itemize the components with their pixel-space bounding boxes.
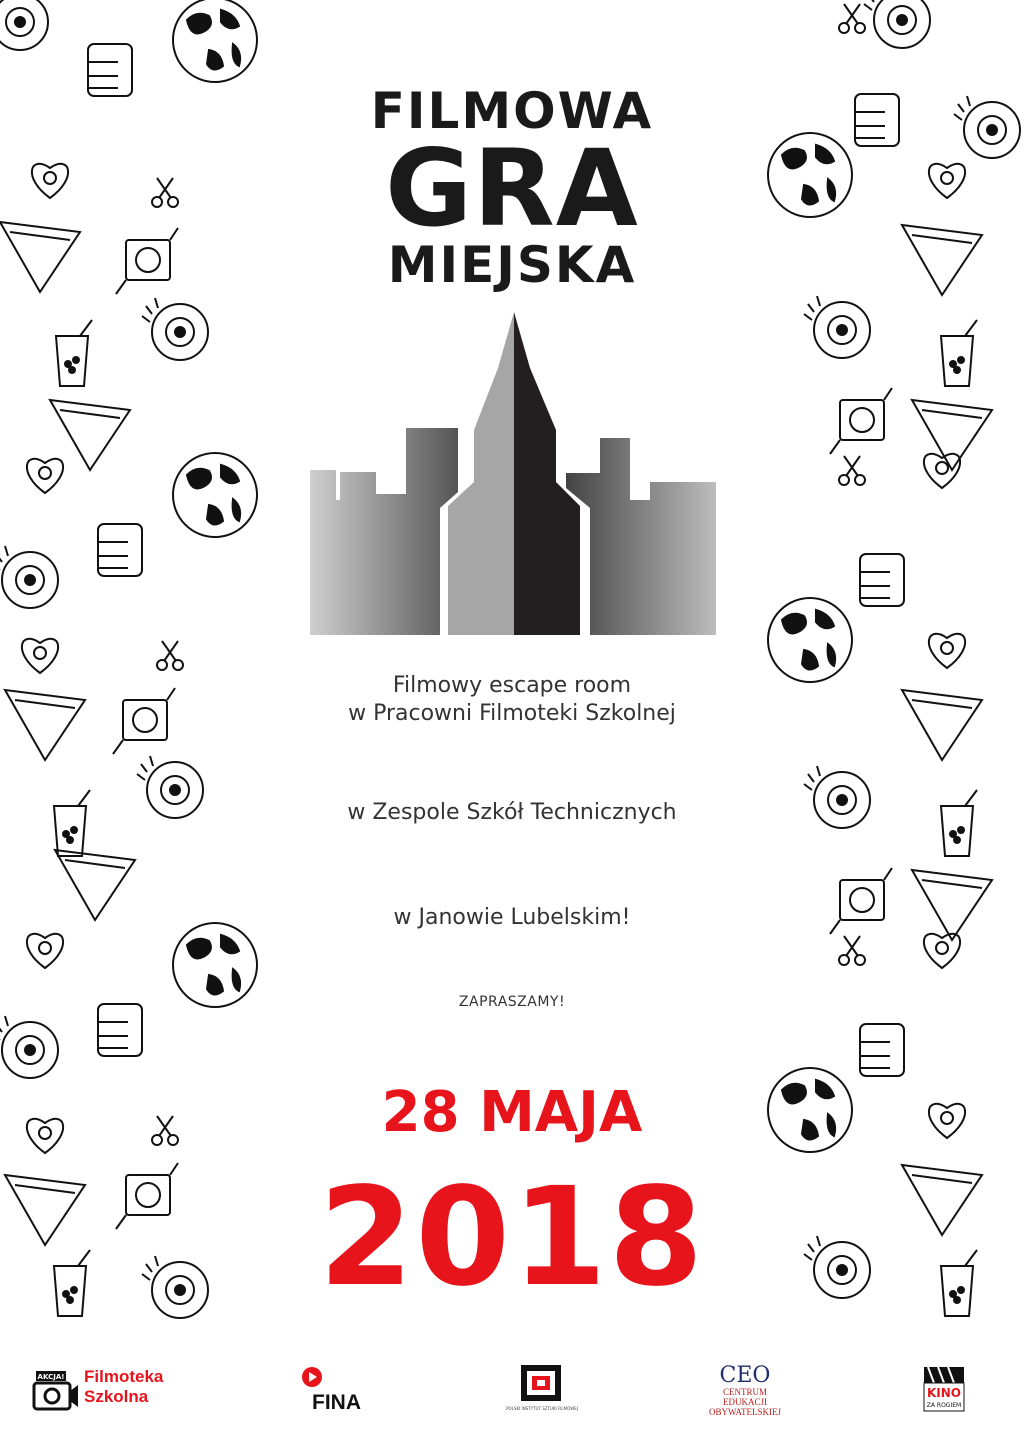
event-date-day: 28 MAJA	[381, 1080, 643, 1145]
pisf-square-icon	[497, 1363, 587, 1403]
event-date-year: 2018	[318, 1159, 706, 1317]
event-description	[262, 672, 762, 728]
camera-icon	[32, 1371, 80, 1413]
fina-wordmark: FINA	[312, 1391, 361, 1414]
kino-line-2: ZA ROGIEM	[926, 1402, 962, 1409]
subtitle-line-2: w Pracowni Filmoteki Szkolnej	[348, 701, 676, 726]
fina-logo	[300, 1365, 380, 1415]
skyline-icon	[308, 310, 718, 640]
kino-line-1: KINO	[926, 1386, 962, 1400]
kino-za-rogiem-logo	[922, 1365, 966, 1413]
clapperboard-icon	[922, 1365, 966, 1413]
title-line-filmowa: FILMOWA	[370, 82, 654, 140]
city-skyline-illustration	[308, 310, 718, 644]
title-line-gra: GRA	[385, 127, 639, 250]
ceo-mark: CEO	[719, 1363, 771, 1388]
pisf-caption: POLSKI INSTYTUT SZTUKI FILMOWEJ	[506, 1406, 578, 1411]
title-line-miejska: MIEJSKA	[387, 236, 637, 294]
filmoteka-wordmark	[84, 1367, 163, 1407]
filmoteka-line-2: Szkolna	[84, 1387, 149, 1406]
subtitle-line-1: Filmowy escape room	[392, 673, 632, 698]
location-line-2: w Janowie Lubelskim!	[393, 905, 631, 930]
filmoteka-badge: AKCJA!	[37, 1373, 65, 1381]
play-icon	[300, 1365, 324, 1389]
location-line-1: w Zespole Szkół Technicznych	[347, 800, 677, 825]
sponsor-logos-bar	[0, 1325, 1024, 1448]
filmoteka-line-1: Filmoteka	[84, 1367, 164, 1386]
invite-text: ZAPRASZAMY!	[458, 994, 566, 1010]
ceo-logo	[700, 1365, 790, 1417]
filmoteka-szkolna-logo	[32, 1367, 182, 1415]
ceo-line-1: CENTRUM EDUKACJI	[722, 1387, 767, 1407]
pisf-logo	[497, 1363, 587, 1415]
ceo-line-2: OBYWATELSKIEJ	[709, 1407, 781, 1417]
